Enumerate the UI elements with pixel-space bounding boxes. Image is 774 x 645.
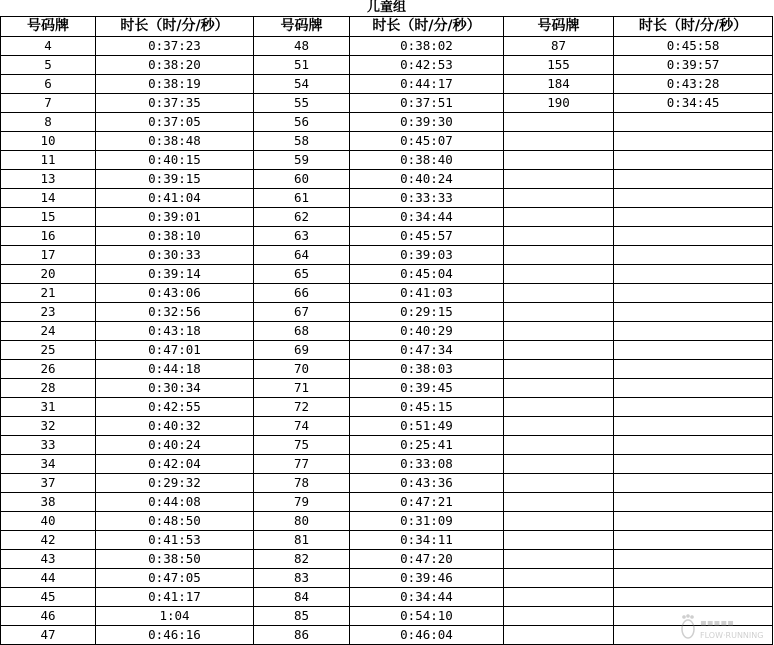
duration-cell: 0:40:15 bbox=[96, 151, 254, 170]
duration-cell bbox=[614, 113, 773, 132]
header-number-2: 号码牌 bbox=[254, 17, 350, 37]
duration-cell bbox=[614, 341, 773, 360]
bib-number-cell: 6 bbox=[1, 75, 96, 94]
bib-number-cell: 31 bbox=[1, 398, 96, 417]
bib-number-cell bbox=[504, 493, 614, 512]
bib-number-cell: 65 bbox=[254, 265, 350, 284]
bib-number-cell: 11 bbox=[1, 151, 96, 170]
duration-cell: 0:37:23 bbox=[96, 37, 254, 56]
duration-cell: 0:44:08 bbox=[96, 493, 254, 512]
bib-number-cell bbox=[504, 569, 614, 588]
duration-cell: 0:33:33 bbox=[350, 189, 504, 208]
bib-number-cell: 184 bbox=[504, 75, 614, 94]
bib-number-cell: 60 bbox=[254, 170, 350, 189]
bib-number-cell: 8 bbox=[1, 113, 96, 132]
duration-cell: 0:47:21 bbox=[350, 493, 504, 512]
duration-cell: 1:04 bbox=[96, 607, 254, 626]
bib-number-cell: 21 bbox=[1, 284, 96, 303]
bib-number-cell: 51 bbox=[254, 56, 350, 75]
bib-number-cell: 80 bbox=[254, 512, 350, 531]
bib-number-cell bbox=[504, 398, 614, 417]
table-row bbox=[1, 569, 773, 588]
bib-number-cell bbox=[504, 189, 614, 208]
duration-cell: 0:29:32 bbox=[96, 474, 254, 493]
table-row bbox=[1, 303, 773, 322]
header-number-1: 号码牌 bbox=[1, 17, 96, 37]
table-row bbox=[1, 208, 773, 227]
bib-number-cell: 7 bbox=[1, 94, 96, 113]
bib-number-cell: 26 bbox=[1, 360, 96, 379]
bib-number-cell: 4 bbox=[1, 37, 96, 56]
table-row bbox=[1, 607, 773, 626]
duration-cell: 0:32:56 bbox=[96, 303, 254, 322]
bib-number-cell bbox=[504, 512, 614, 531]
bib-number-cell: 55 bbox=[254, 94, 350, 113]
duration-cell bbox=[614, 189, 773, 208]
duration-cell: 0:41:17 bbox=[96, 588, 254, 607]
duration-cell bbox=[614, 246, 773, 265]
bib-number-cell: 58 bbox=[254, 132, 350, 151]
bib-number-cell: 56 bbox=[254, 113, 350, 132]
header-number-3: 号码牌 bbox=[504, 17, 614, 37]
table-row bbox=[1, 170, 773, 189]
bib-number-cell: 42 bbox=[1, 531, 96, 550]
duration-cell: 0:54:10 bbox=[350, 607, 504, 626]
duration-cell: 0:38:19 bbox=[96, 75, 254, 94]
duration-cell bbox=[614, 436, 773, 455]
bib-number-cell: 13 bbox=[1, 170, 96, 189]
duration-cell: 0:42:55 bbox=[96, 398, 254, 417]
duration-cell: 0:30:34 bbox=[96, 379, 254, 398]
duration-cell: 0:29:15 bbox=[350, 303, 504, 322]
duration-cell: 0:51:49 bbox=[350, 417, 504, 436]
duration-cell: 0:41:04 bbox=[96, 189, 254, 208]
bib-number-cell: 75 bbox=[254, 436, 350, 455]
table-row bbox=[1, 588, 773, 607]
duration-cell: 0:37:05 bbox=[96, 113, 254, 132]
duration-cell bbox=[614, 151, 773, 170]
duration-cell: 0:40:32 bbox=[96, 417, 254, 436]
table-row bbox=[1, 151, 773, 170]
duration-cell: 0:37:35 bbox=[96, 94, 254, 113]
bib-number-cell: 70 bbox=[254, 360, 350, 379]
table-row bbox=[1, 436, 773, 455]
duration-cell: 0:47:01 bbox=[96, 341, 254, 360]
bib-number-cell: 83 bbox=[254, 569, 350, 588]
duration-cell: 0:39:30 bbox=[350, 113, 504, 132]
duration-cell: 0:38:20 bbox=[96, 56, 254, 75]
bib-number-cell: 63 bbox=[254, 227, 350, 246]
table-row bbox=[1, 132, 773, 151]
bib-number-cell: 34 bbox=[1, 455, 96, 474]
duration-cell: 0:30:33 bbox=[96, 246, 254, 265]
duration-cell bbox=[614, 417, 773, 436]
duration-cell: 0:39:14 bbox=[96, 265, 254, 284]
duration-cell: 0:34:11 bbox=[350, 531, 504, 550]
bib-number-cell: 84 bbox=[254, 588, 350, 607]
duration-cell: 0:31:09 bbox=[350, 512, 504, 531]
bib-number-cell bbox=[504, 550, 614, 569]
duration-cell: 0:43:18 bbox=[96, 322, 254, 341]
duration-cell bbox=[614, 265, 773, 284]
duration-cell bbox=[614, 170, 773, 189]
bib-number-cell: 37 bbox=[1, 474, 96, 493]
duration-cell bbox=[614, 360, 773, 379]
bib-number-cell: 43 bbox=[1, 550, 96, 569]
bib-number-cell bbox=[504, 474, 614, 493]
bib-number-cell: 25 bbox=[1, 341, 96, 360]
table-row bbox=[1, 531, 773, 550]
duration-cell: 0:38:10 bbox=[96, 227, 254, 246]
duration-cell: 0:38:40 bbox=[350, 151, 504, 170]
duration-cell: 0:38:48 bbox=[96, 132, 254, 151]
bib-number-cell: 17 bbox=[1, 246, 96, 265]
duration-cell: 0:39:57 bbox=[614, 56, 773, 75]
duration-cell: 0:45:04 bbox=[350, 265, 504, 284]
bib-number-cell: 66 bbox=[254, 284, 350, 303]
duration-cell: 0:38:02 bbox=[350, 37, 504, 56]
bib-number-cell: 24 bbox=[1, 322, 96, 341]
bib-number-cell: 86 bbox=[254, 626, 350, 645]
bib-number-cell: 32 bbox=[1, 417, 96, 436]
bib-number-cell bbox=[504, 360, 614, 379]
duration-cell: 0:45:07 bbox=[350, 132, 504, 151]
bib-number-cell: 14 bbox=[1, 189, 96, 208]
duration-cell: 0:34:45 bbox=[614, 94, 773, 113]
bib-number-cell: 54 bbox=[254, 75, 350, 94]
table-row bbox=[1, 341, 773, 360]
header-row bbox=[1, 17, 773, 37]
duration-cell bbox=[614, 569, 773, 588]
duration-cell: 0:34:44 bbox=[350, 588, 504, 607]
bib-number-cell: 61 bbox=[254, 189, 350, 208]
bib-number-cell bbox=[504, 455, 614, 474]
title-row bbox=[1, 0, 773, 17]
table-row bbox=[1, 550, 773, 569]
duration-cell: 0:41:53 bbox=[96, 531, 254, 550]
bib-number-cell: 20 bbox=[1, 265, 96, 284]
duration-cell: 0:39:01 bbox=[96, 208, 254, 227]
duration-cell: 0:40:24 bbox=[350, 170, 504, 189]
duration-cell: 0:33:08 bbox=[350, 455, 504, 474]
table-row bbox=[1, 246, 773, 265]
duration-cell bbox=[614, 455, 773, 474]
bib-number-cell bbox=[504, 151, 614, 170]
header-duration-2: 时长（时/分/秒） bbox=[350, 17, 504, 37]
duration-cell: 0:39:46 bbox=[350, 569, 504, 588]
duration-cell: 0:47:05 bbox=[96, 569, 254, 588]
duration-cell: 0:44:18 bbox=[96, 360, 254, 379]
sheet-title: 儿童组 bbox=[1, 0, 773, 17]
table-row bbox=[1, 474, 773, 493]
duration-cell: 0:38:03 bbox=[350, 360, 504, 379]
bib-number-cell: 44 bbox=[1, 569, 96, 588]
duration-cell: 0:42:53 bbox=[350, 56, 504, 75]
duration-cell: 0:38:50 bbox=[96, 550, 254, 569]
duration-cell: 0:42:04 bbox=[96, 455, 254, 474]
duration-cell bbox=[614, 208, 773, 227]
duration-cell bbox=[614, 607, 773, 626]
duration-cell bbox=[614, 303, 773, 322]
bib-number-cell: 16 bbox=[1, 227, 96, 246]
duration-cell: 0:43:28 bbox=[614, 75, 773, 94]
bib-number-cell: 62 bbox=[254, 208, 350, 227]
table-row bbox=[1, 56, 773, 75]
duration-cell: 0:46:04 bbox=[350, 626, 504, 645]
duration-cell: 0:47:20 bbox=[350, 550, 504, 569]
bib-number-cell: 23 bbox=[1, 303, 96, 322]
bib-number-cell bbox=[504, 246, 614, 265]
bib-number-cell: 87 bbox=[504, 37, 614, 56]
duration-cell: 0:39:45 bbox=[350, 379, 504, 398]
header-duration-1: 时长（时/分/秒） bbox=[96, 17, 254, 37]
bib-number-cell bbox=[504, 265, 614, 284]
duration-cell bbox=[614, 398, 773, 417]
table-row bbox=[1, 398, 773, 417]
duration-cell bbox=[614, 550, 773, 569]
table-row bbox=[1, 512, 773, 531]
duration-cell: 0:40:24 bbox=[96, 436, 254, 455]
bib-number-cell: 5 bbox=[1, 56, 96, 75]
duration-cell bbox=[614, 379, 773, 398]
bib-number-cell: 68 bbox=[254, 322, 350, 341]
duration-cell: 0:47:34 bbox=[350, 341, 504, 360]
duration-cell: 0:41:03 bbox=[350, 284, 504, 303]
bib-number-cell: 47 bbox=[1, 626, 96, 645]
bib-number-cell bbox=[504, 531, 614, 550]
table-row bbox=[1, 113, 773, 132]
table-row bbox=[1, 284, 773, 303]
bib-number-cell: 79 bbox=[254, 493, 350, 512]
table-row bbox=[1, 189, 773, 208]
duration-cell bbox=[614, 531, 773, 550]
bib-number-cell bbox=[504, 607, 614, 626]
bib-number-cell: 59 bbox=[254, 151, 350, 170]
bib-number-cell: 155 bbox=[504, 56, 614, 75]
bib-number-cell: 40 bbox=[1, 512, 96, 531]
bib-number-cell bbox=[504, 626, 614, 645]
table-row bbox=[1, 493, 773, 512]
bib-number-cell: 81 bbox=[254, 531, 350, 550]
duration-cell bbox=[614, 626, 773, 645]
bib-number-cell: 71 bbox=[254, 379, 350, 398]
bib-number-cell: 72 bbox=[254, 398, 350, 417]
duration-cell: 0:39:15 bbox=[96, 170, 254, 189]
duration-cell bbox=[614, 512, 773, 531]
duration-cell: 0:34:44 bbox=[350, 208, 504, 227]
table-row bbox=[1, 227, 773, 246]
bib-number-cell: 46 bbox=[1, 607, 96, 626]
bib-number-cell: 28 bbox=[1, 379, 96, 398]
bib-number-cell bbox=[504, 208, 614, 227]
bib-number-cell bbox=[504, 588, 614, 607]
duration-cell: 0:46:16 bbox=[96, 626, 254, 645]
bib-number-cell bbox=[504, 113, 614, 132]
bib-number-cell bbox=[504, 227, 614, 246]
duration-cell bbox=[614, 132, 773, 151]
bib-number-cell bbox=[504, 170, 614, 189]
duration-cell bbox=[614, 493, 773, 512]
duration-cell bbox=[614, 474, 773, 493]
duration-cell: 0:39:03 bbox=[350, 246, 504, 265]
bib-number-cell bbox=[504, 436, 614, 455]
bib-number-cell: 82 bbox=[254, 550, 350, 569]
duration-cell: 0:40:29 bbox=[350, 322, 504, 341]
table-row bbox=[1, 626, 773, 645]
bib-number-cell bbox=[504, 322, 614, 341]
duration-cell: 0:44:17 bbox=[350, 75, 504, 94]
bib-number-cell bbox=[504, 379, 614, 398]
bib-number-cell bbox=[504, 303, 614, 322]
watermark-text: FLOW·RUNNING bbox=[700, 631, 764, 640]
duration-cell: 0:45:58 bbox=[614, 37, 773, 56]
duration-cell: 0:25:41 bbox=[350, 436, 504, 455]
bib-number-cell: 85 bbox=[254, 607, 350, 626]
table-row bbox=[1, 379, 773, 398]
bib-number-cell: 38 bbox=[1, 493, 96, 512]
duration-cell bbox=[614, 322, 773, 341]
bib-number-cell: 48 bbox=[254, 37, 350, 56]
duration-cell: 0:45:57 bbox=[350, 227, 504, 246]
bib-number-cell bbox=[504, 341, 614, 360]
duration-cell bbox=[614, 284, 773, 303]
duration-cell bbox=[614, 588, 773, 607]
table-row bbox=[1, 455, 773, 474]
table-row bbox=[1, 75, 773, 94]
bib-number-cell: 77 bbox=[254, 455, 350, 474]
svg-text:▪▪▪▪▪: ▪▪▪▪▪ bbox=[700, 618, 734, 629]
duration-cell: 0:45:15 bbox=[350, 398, 504, 417]
bib-number-cell: 64 bbox=[254, 246, 350, 265]
table-row bbox=[1, 37, 773, 56]
bib-number-cell: 33 bbox=[1, 436, 96, 455]
bib-number-cell bbox=[504, 284, 614, 303]
bib-number-cell bbox=[504, 417, 614, 436]
duration-cell: 0:48:50 bbox=[96, 512, 254, 531]
bib-number-cell: 190 bbox=[504, 94, 614, 113]
bib-number-cell: 78 bbox=[254, 474, 350, 493]
bib-number-cell bbox=[504, 132, 614, 151]
duration-cell bbox=[614, 227, 773, 246]
duration-cell: 0:43:36 bbox=[350, 474, 504, 493]
table-row bbox=[1, 322, 773, 341]
bib-number-cell: 45 bbox=[1, 588, 96, 607]
table-row bbox=[1, 417, 773, 436]
duration-cell: 0:37:51 bbox=[350, 94, 504, 113]
duration-cell: 0:43:06 bbox=[96, 284, 254, 303]
header-duration-3: 时长（时/分/秒） bbox=[614, 17, 773, 37]
table-row bbox=[1, 94, 773, 113]
bib-number-cell: 69 bbox=[254, 341, 350, 360]
bib-number-cell: 10 bbox=[1, 132, 96, 151]
bib-number-cell: 15 bbox=[1, 208, 96, 227]
bib-number-cell: 67 bbox=[254, 303, 350, 322]
bib-number-cell: 74 bbox=[254, 417, 350, 436]
table-row bbox=[1, 265, 773, 284]
table-row bbox=[1, 360, 773, 379]
